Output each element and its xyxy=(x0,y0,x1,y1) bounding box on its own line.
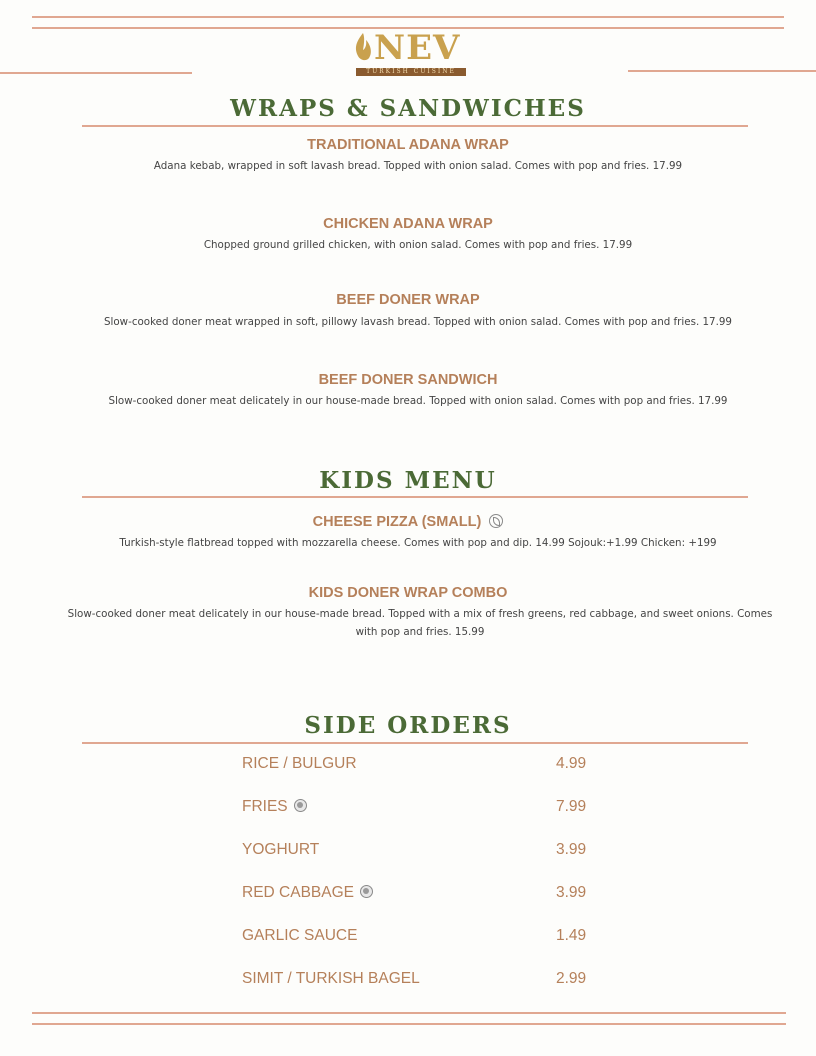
wraps-title-rule xyxy=(82,125,748,127)
bottom-rule-2 xyxy=(32,1023,786,1025)
side-item-name: SIMIT / TURKISH BAGEL xyxy=(242,970,420,987)
side-item-price: 3.99 xyxy=(556,841,587,858)
top-rule-right xyxy=(628,70,816,72)
side-row xyxy=(242,755,602,777)
top-rule-1 xyxy=(32,16,784,18)
kids-item-name xyxy=(0,514,816,530)
side-item-price: 1.49 xyxy=(556,927,587,944)
bottom-rule-1 xyxy=(32,1012,786,1014)
kids-item-name: KIDS DONER WRAP COMBO xyxy=(308,585,508,601)
wraps-section-title: WRAPS & SANDWICHES xyxy=(230,95,586,122)
flame-icon xyxy=(352,32,374,64)
wrap-item-name: BEEF DONER WRAP xyxy=(336,292,480,308)
dietary-badge-icon xyxy=(294,799,307,812)
wrap-item-desc: Adana kebab, wrapped in soft lavash bread. Topped with onion salad. Comes with pop and fries. 17.99 xyxy=(153,160,683,172)
kids-item-desc: Turkish-style flatbread topped with mozzarella cheese. Comes with pop and dip. 14.99 Sojouk:+1.99 Chicken: +199 xyxy=(119,537,717,549)
side-item-name: GARLIC SAUCE xyxy=(242,927,358,944)
top-rule-left xyxy=(0,72,192,74)
kids-item-label: CHEESE PIZZA (SMALL) xyxy=(312,514,482,530)
logo-wordmark: NEV xyxy=(374,28,461,68)
wrap-item-name: CHICKEN ADANA WRAP xyxy=(323,216,493,232)
dietary-badge-icon xyxy=(360,885,373,898)
sides-title-rule xyxy=(82,742,748,744)
wrap-item-desc: Chopped ground grilled chicken, with onion salad. Comes with pop and fries. 17.99 xyxy=(203,239,633,251)
sides-section-title: SIDE ORDERS xyxy=(304,712,512,739)
vegetarian-icon xyxy=(489,514,503,528)
side-item-price: 7.99 xyxy=(556,798,587,815)
side-row xyxy=(242,927,602,949)
kids-title-rule xyxy=(82,496,748,498)
side-item-price: 3.99 xyxy=(556,884,587,901)
side-row xyxy=(242,970,602,992)
wrap-item-desc: Slow-cooked doner meat delicately in our house-made bread. Topped with onion salad. Comes with pop and fries. 17.99 xyxy=(108,395,728,407)
nev-logo xyxy=(352,30,468,78)
side-row xyxy=(242,841,602,863)
kids-item-desc: Slow-cooked doner meat delicately in our house-made bread. Topped with a mix of fresh greens, red cabbage, and sweet onions. Comes with pop and fries. 15.99 xyxy=(67,608,773,638)
kids-section-title: KIDS MENU xyxy=(319,467,497,494)
side-item-name xyxy=(242,798,307,816)
side-item-name: YOGHURT xyxy=(242,841,320,858)
side-item-name xyxy=(242,884,373,902)
side-item-price: 2.99 xyxy=(556,970,587,987)
side-item-name: RICE / BULGUR xyxy=(242,755,357,772)
side-row xyxy=(242,884,602,906)
side-row xyxy=(242,798,602,820)
wrap-item-desc: Slow-cooked doner meat wrapped in soft, pillowy lavash bread. Topped with onion salad. Comes with pop and fries. 17.99 xyxy=(103,316,732,328)
side-item-label: RED CABBAGE xyxy=(242,884,354,901)
side-item-label: FRIES xyxy=(242,798,288,815)
wrap-item-name: BEEF DONER SANDWICH xyxy=(318,372,498,388)
wrap-item-name: TRADITIONAL ADANA WRAP xyxy=(307,137,509,153)
side-item-price: 4.99 xyxy=(556,755,587,772)
logo-tagline: TURKISH CUISINE xyxy=(356,68,466,76)
